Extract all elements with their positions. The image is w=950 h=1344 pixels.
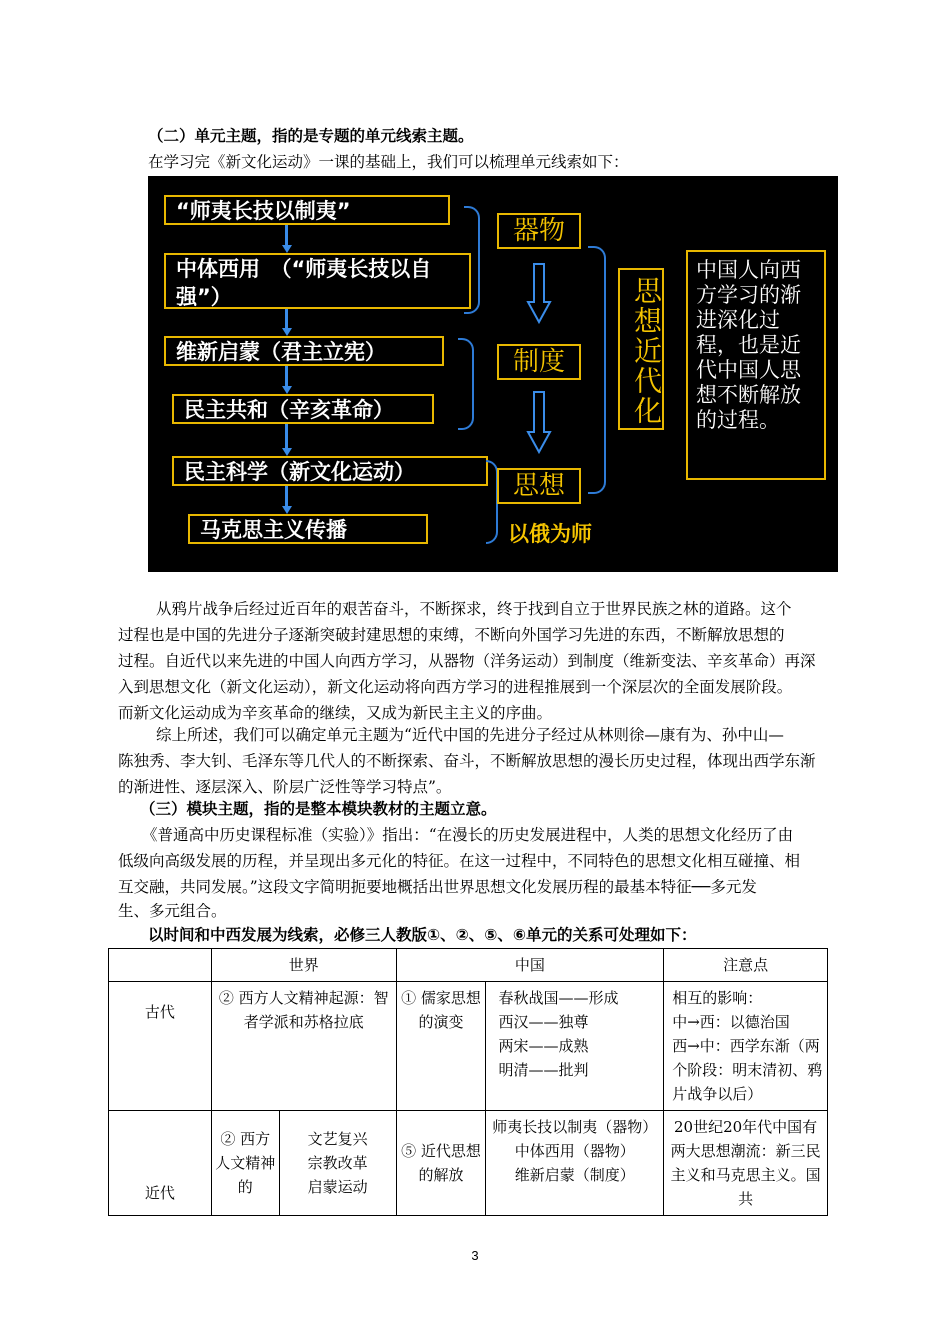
connector-arrow (285, 309, 288, 328)
detail-line: 维新启蒙（制度） (514, 1166, 635, 1184)
paragraph-line: 入到思想文化（新文化运动），新文化运动将向西方学习的进程推展到一个深层次的全面发展阶段。 (118, 678, 793, 696)
header-empty (109, 949, 212, 982)
detail-line: 启蒙运动 (307, 1178, 368, 1196)
detail-line: 两宋——成熟 (498, 1037, 589, 1055)
connector-arrow (285, 366, 288, 386)
conclusion-box: 中国人向西方学习的渐进深化过程，也是近代中国人思想不断解放的过程。 (686, 250, 826, 480)
stage-sixiang: 思想 (497, 468, 581, 504)
world-detail-modern (279, 1111, 396, 1216)
connector-arrow (285, 424, 288, 448)
page-number: 3 (471, 1248, 479, 1263)
china-detail-modern (486, 1111, 664, 1216)
detail-line: 师夷长技以制夷（器物） (492, 1118, 658, 1136)
unit-relation-table (108, 948, 828, 1216)
brace-all-stages (588, 246, 606, 494)
stage-zhidu: 制度 (497, 344, 581, 380)
connector-arrow-head (282, 386, 292, 394)
section2-heading: （二）单元主题，指的是专题的单元线索主题。 (148, 127, 474, 145)
period-modern: 近代 (109, 1111, 212, 1216)
section2-intro: 在学习完《新文化运动》一课的基础上，我们可以梳理单元线索如下： (148, 153, 629, 171)
header-notes: 注意点 (664, 949, 828, 982)
world-ancient: ② 西方人文精神起源：智者学派和苏格拉底 (211, 982, 396, 1111)
stage-down-arrow (526, 390, 552, 456)
notes-modern: 20世纪20年代中国有两大思想潮流：新三民主义和马克思主义。国共 (664, 1111, 828, 1216)
section3-line: 生、多元组合。 (118, 902, 227, 920)
section3-line: 互交融，共同发展。”这段文字简明扼要地概括出世界思想文化发展历程的最基本特征──多元发 (118, 878, 757, 896)
connector-arrow-head (282, 506, 292, 514)
brace-qiwu (464, 206, 480, 314)
notes-ancient (664, 982, 828, 1111)
detail-line: 中体西用（器物） (514, 1142, 635, 1160)
paragraph-line: 过程也是中国的先进分子逐渐突破封建思想的束缚，不断向外国学习先进的东西，不断解放思想的 (118, 626, 785, 644)
connector-arrow-head (282, 328, 292, 336)
header-world: 世界 (211, 949, 396, 982)
box-minzhu-gonghe: 民主共和（辛亥革命） (172, 394, 434, 424)
paragraph-line: 综上所述，我们可以确定单元主题为“近代中国的先进分子经过从林则徐—康有为、孙中山— (156, 726, 784, 744)
china-unit-ancient: ① 儒家思想的演变 (396, 982, 486, 1111)
paragraph-line: 的渐进性、逐层深入、阶层广泛性等学习特点”。 (118, 778, 452, 796)
paragraph-line: 而新文化运动成为辛亥革命的继续，又成为新民主主义的序曲。 (118, 704, 553, 722)
box-makesi: 马克思主义传播 (188, 514, 428, 544)
section3-line: 《普通高中历史课程标准（实验）》指出：“在漫长的历史发展进程中，人类的思想文化经历了由 (142, 826, 794, 844)
box-shiyi-zhiyi: “师夷长技以制夷” (164, 195, 450, 225)
table-intro: 以时间和中西发展为线索，必修三人教版①、②、⑤、⑥单元的关系可处理如下： (148, 926, 697, 944)
detail-line: 春秋战国——形成 (498, 989, 619, 1007)
connector-arrow (285, 486, 288, 506)
box-minzhu-kexue: 民主科学（新文化运动） (172, 456, 488, 486)
brace-zhidu (458, 338, 474, 430)
stage-qiwu: 器物 (497, 213, 581, 249)
detail-line: 明清——批判 (498, 1061, 589, 1079)
china-detail-ancient (486, 982, 664, 1111)
section3-heading: （三）模块主题，指的是整本模块教材的主题立意。 (140, 800, 497, 818)
box-weixin-qimeng: 维新启蒙（君主立宪） (164, 336, 444, 366)
note-line: 相互的影响： (672, 989, 763, 1007)
paragraph-line: 过程。自近代以来先进的中国人向西方学习，从器物（洋务运动）到制度（维新变法、辛亥革命）再深 (118, 652, 816, 670)
period-ancient: 古代 (109, 982, 212, 1111)
connector-arrow-head (282, 448, 292, 456)
detail-line: 西汉——独尊 (498, 1013, 589, 1031)
paragraph-line: 从鸦片战争后经过近百年的艰苦奋斗，不断探求，终于找到自立于世界民族之林的道路。这个 (156, 600, 792, 618)
modernization-box: 思想近代化 (618, 268, 664, 430)
note-line: 中→西：以德治国 (672, 1013, 790, 1031)
russia-label: 以俄为师 (508, 522, 592, 546)
stage-down-arrow (526, 262, 552, 326)
detail-line: 宗教改革 (307, 1154, 368, 1172)
section3-line: 低级向高级发展的历程，并呈现出多元化的特征。在这一过程中，不同特色的思想文化相互碰撞、相 (118, 852, 801, 870)
header-china: 中国 (396, 949, 664, 982)
connector-arrow (285, 225, 288, 245)
detail-line: 文艺复兴 (307, 1130, 368, 1148)
world-unit-modern: ② 西方人文精神的 (211, 1111, 279, 1216)
unit-clue-diagram (148, 176, 838, 572)
connector-arrow-head (282, 245, 292, 253)
china-unit-modern: ⑤ 近代思想的解放 (396, 1111, 486, 1216)
paragraph-line: 陈独秀、李大钊、毛泽东等几代人的不断探索、奋斗，不断解放思想的漫长历史过程，体现出西学东渐 (118, 752, 816, 770)
note-line: 西→中：西学东渐（两个阶段：明末清初、鸦片战争以后） (672, 1037, 823, 1103)
box-zhongti-xiyong: 中体西用 （“师夷长技以自强”） (164, 253, 471, 309)
